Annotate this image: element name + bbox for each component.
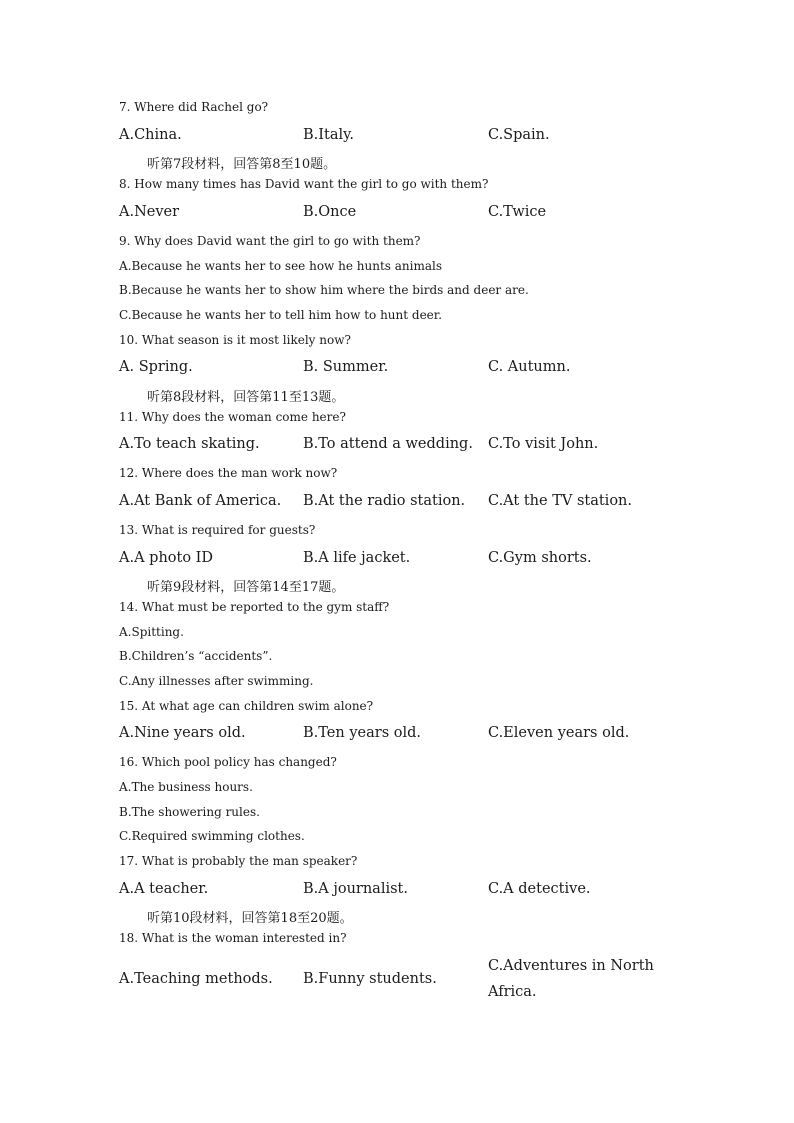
question-8: 8. How many times has David want the girl to go with them? bbox=[119, 177, 489, 191]
q18-option-c-line1: C.Adventures in North bbox=[488, 958, 654, 974]
q9-option-a: A.Because he wants her to see how he hunts animals bbox=[119, 259, 443, 273]
q11-option-b: B.To attend a wedding. bbox=[303, 436, 473, 452]
q15-option-a: A.Nine years old. bbox=[119, 725, 246, 741]
question-11: 11. Why does the woman come here? bbox=[119, 410, 346, 424]
q13-option-b: B.A life jacket. bbox=[303, 550, 411, 566]
q15-option-b: B.Ten years old. bbox=[303, 725, 421, 741]
q8-option-a: A.Never bbox=[119, 204, 180, 220]
q17-option-a: A.A teacher. bbox=[119, 881, 209, 897]
q10-option-c: C. Autumn. bbox=[488, 359, 571, 375]
question-10: 10. What season is it most likely now? bbox=[119, 333, 351, 347]
q12-option-a: A.At Bank of America. bbox=[119, 493, 282, 509]
q8-option-b: B.Once bbox=[303, 204, 357, 220]
q12-option-c: C.At the TV station. bbox=[488, 493, 633, 509]
q10-option-b: B. Summer. bbox=[303, 359, 389, 375]
question-18: 18. What is the woman interested in? bbox=[119, 931, 347, 945]
q17-option-c: C.A detective. bbox=[488, 881, 591, 897]
q16-option-a: A.The business hours. bbox=[119, 780, 253, 794]
question-12: 12. Where does the man work now? bbox=[119, 466, 338, 480]
q17-option-b: B.A journalist. bbox=[303, 881, 408, 897]
q9-option-c: C.Because he wants her to tell him how to hunt deer. bbox=[119, 308, 443, 322]
q13-option-a: A.A photo ID bbox=[119, 550, 214, 566]
q16-option-b: B.The showering rules. bbox=[119, 805, 260, 819]
q7-option-a: A.China. bbox=[119, 127, 182, 143]
section-instruction-10: 听第10段材料，回答第18至20题。 bbox=[147, 911, 353, 926]
q14-option-c: C.Any illnesses after swimming. bbox=[119, 674, 314, 688]
q10-option-a: A. Spring. bbox=[119, 359, 193, 375]
question-17: 17. What is probably the man speaker? bbox=[119, 854, 358, 868]
question-13: 13. What is required for guests? bbox=[119, 523, 316, 537]
q7-option-b: B.Italy. bbox=[303, 127, 354, 143]
q14-option-a: A.Spitting. bbox=[119, 625, 184, 639]
question-16: 16. Which pool policy has changed? bbox=[119, 755, 337, 769]
section-instruction-7: 听第7段材料，回答第8至10题。 bbox=[147, 157, 337, 172]
question-9: 9. Why does David want the girl to go with them? bbox=[119, 234, 421, 248]
q11-option-c: C.To visit John. bbox=[488, 436, 599, 452]
q18-option-b: B.Funny students. bbox=[303, 971, 437, 987]
q12-option-b: B.At the radio station. bbox=[303, 493, 466, 509]
question-15: 15. At what age can children swim alone? bbox=[119, 699, 374, 713]
q18-option-a: A.Teaching methods. bbox=[119, 971, 273, 987]
q8-option-c: C.Twice bbox=[488, 204, 547, 220]
q11-option-a: A.To teach skating. bbox=[119, 436, 260, 452]
q14-option-b: B.Children’s “accidents”. bbox=[119, 649, 273, 663]
section-instruction-8: 听第8段材料，回答第11至13题。 bbox=[147, 390, 345, 405]
question-14: 14. What must be reported to the gym staff? bbox=[119, 600, 390, 614]
question-7: 7. Where did Rachel go? bbox=[119, 100, 269, 114]
q18-option-c-line2: Africa. bbox=[488, 984, 537, 1000]
q13-option-c: C.Gym shorts. bbox=[488, 550, 592, 566]
q15-option-c: C.Eleven years old. bbox=[488, 725, 630, 741]
section-instruction-9: 听第9段材料，回答第14至17题。 bbox=[147, 580, 345, 595]
q16-option-c: C.Required swimming clothes. bbox=[119, 829, 305, 843]
q7-option-c: C.Spain. bbox=[488, 127, 550, 143]
q9-option-b: B.Because he wants her to show him where the birds and deer are. bbox=[119, 283, 529, 297]
